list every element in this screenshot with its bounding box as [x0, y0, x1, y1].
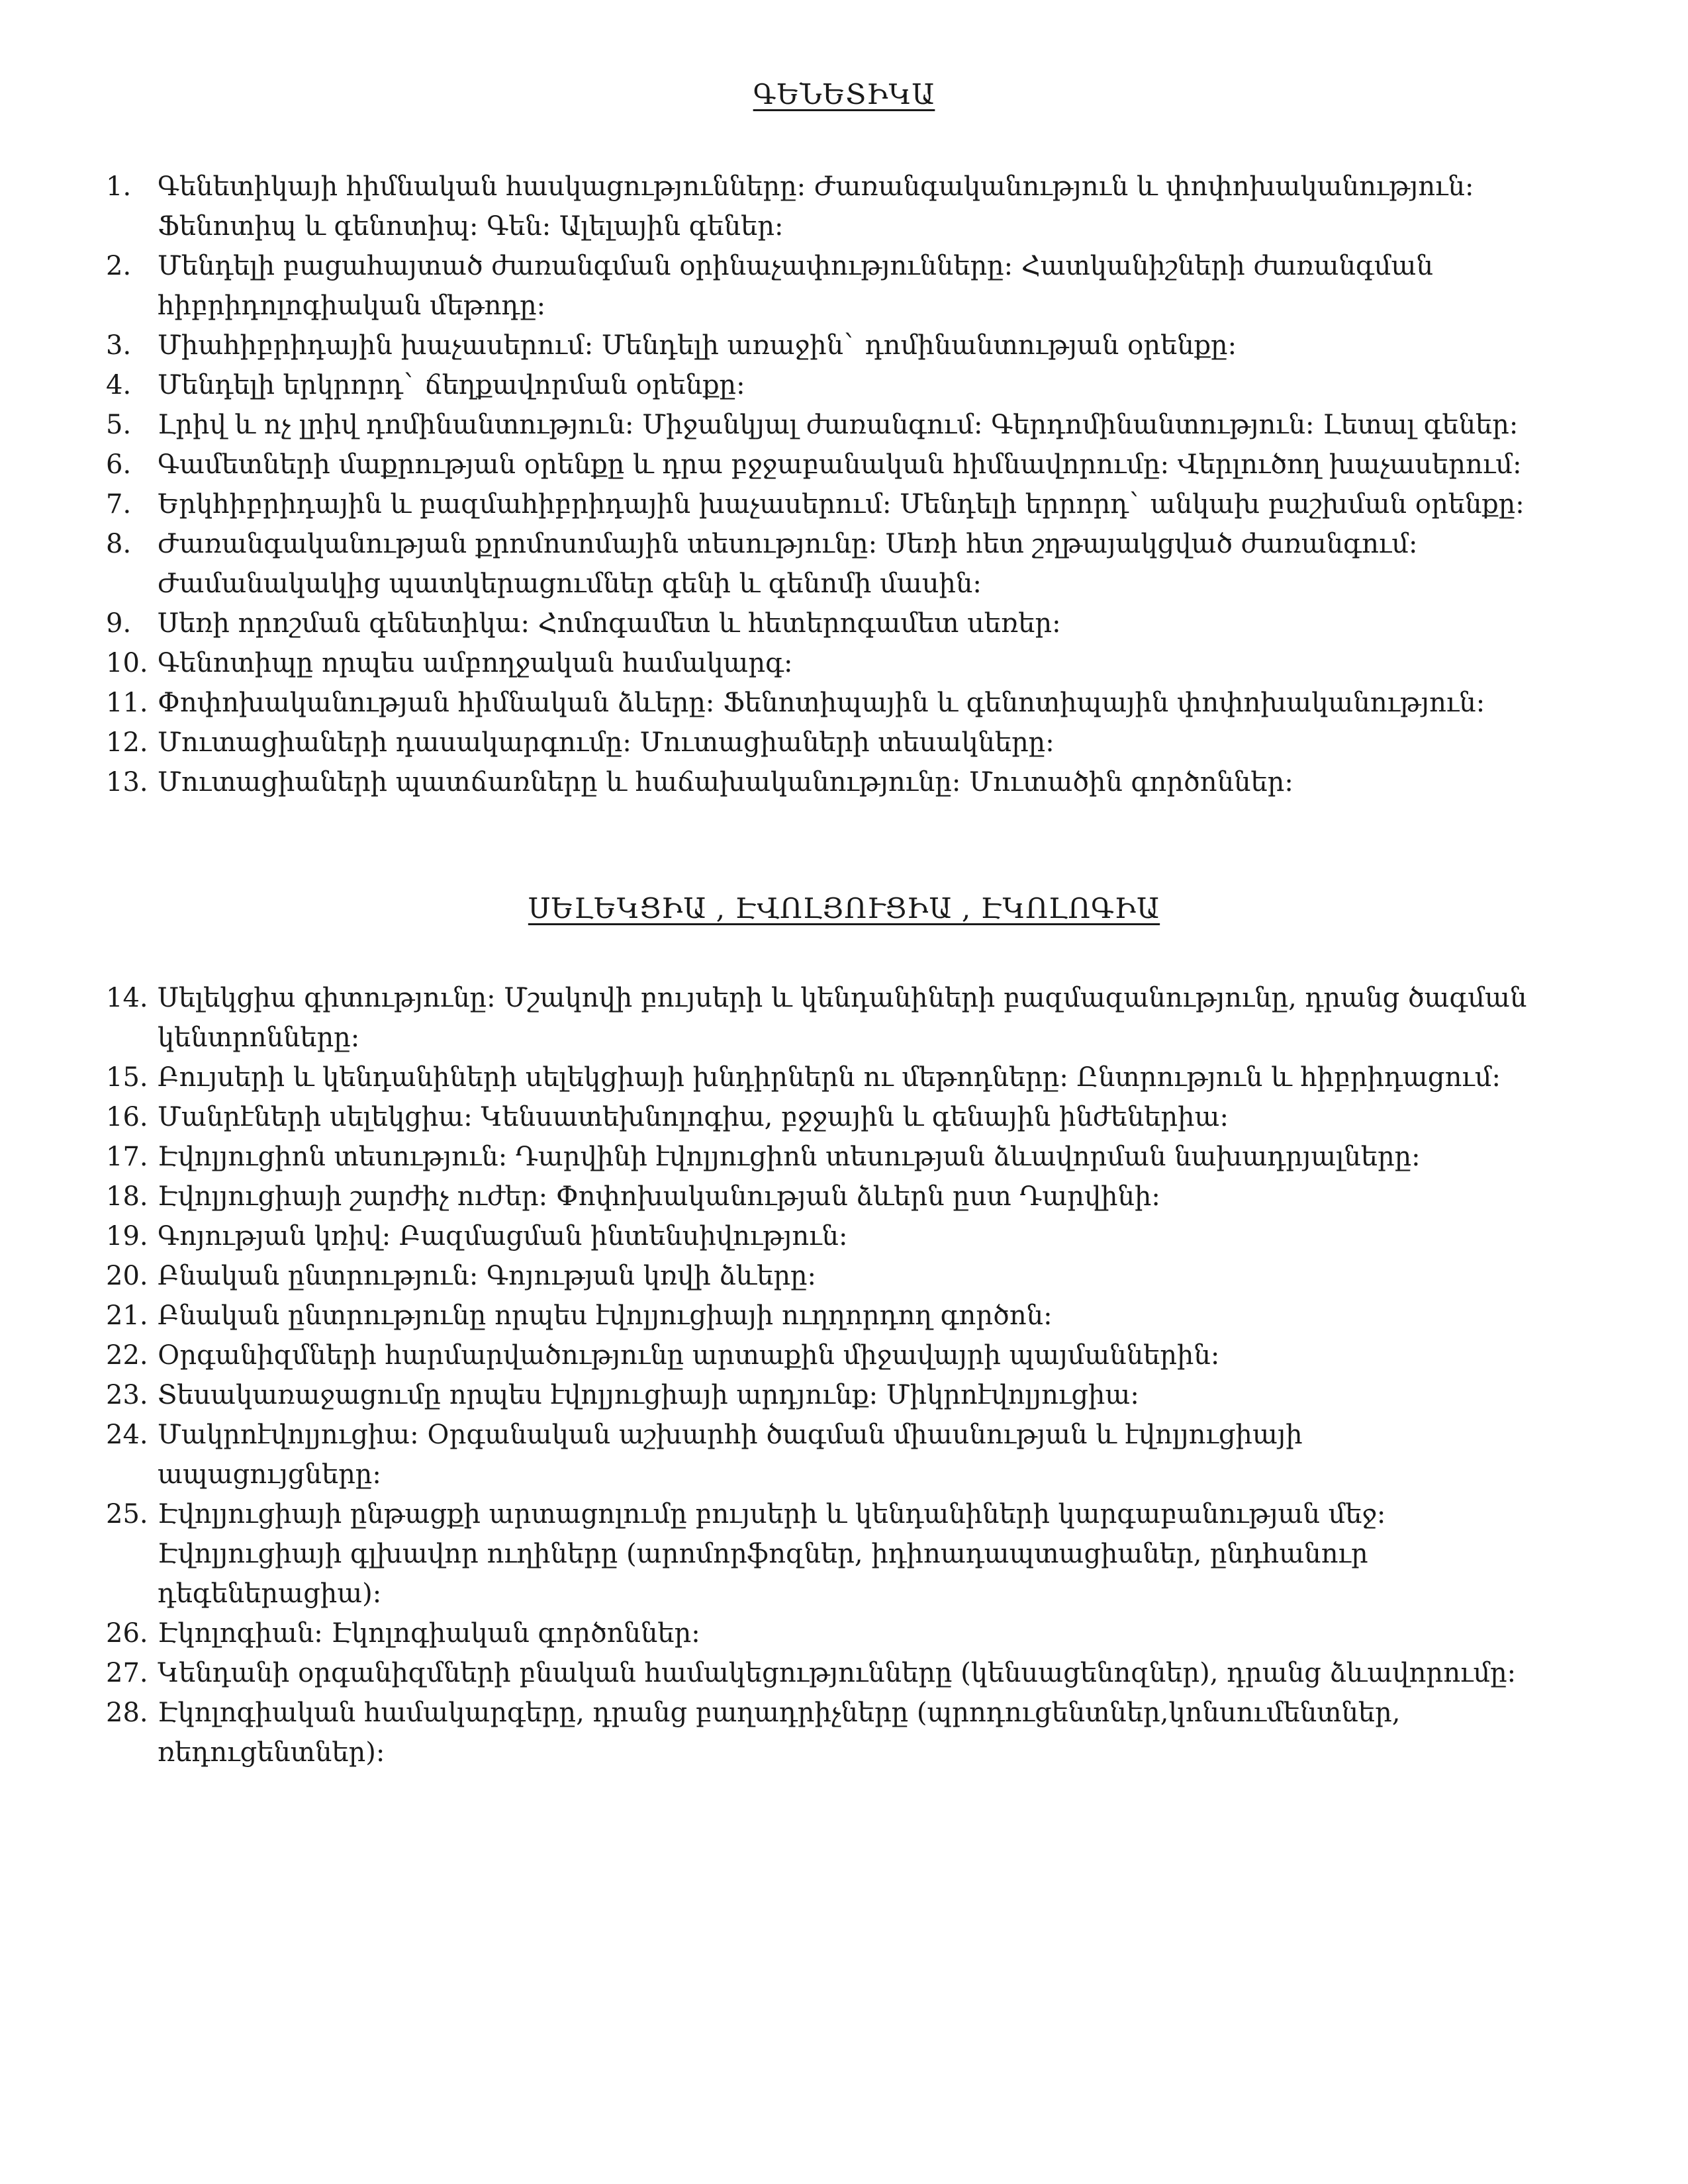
item-text: Մակրոէվոլյուցիա: Օրգանական աշխարհի ծագման միասնության և էվոլյուցիայի ապացույցները:	[158, 1420, 1303, 1490]
item-text: Գենոտիպը որպես ամբողջական համակարգ:	[158, 648, 793, 678]
item-number: 10.	[106, 648, 148, 678]
item-text: Էվոլյուցիոն տեսություն: Դարվինի էվոլյուցիոն տեսության ձևավորման նախադրյալները:	[158, 1142, 1421, 1172]
section-title-genetics: ԳԵՆԵՏԻԿԱ	[753, 78, 935, 111]
item-number: 21.	[106, 1300, 148, 1331]
item-number: 15.	[106, 1062, 148, 1093]
list-item	[106, 167, 1529, 246]
list-item	[106, 1296, 1529, 1336]
item-number: 1.	[106, 171, 132, 202]
item-number: 18.	[106, 1181, 148, 1212]
list-item	[106, 1097, 1529, 1137]
list-item	[106, 762, 1529, 802]
item-text: Փոփոխականության հիմնական ձևերը: Ֆենոտիպային և գենոտիպային փոփոխականություն:	[158, 688, 1485, 718]
item-text: Տեսակառաջացումը որպես էվոլյուցիայի արդյունք: Միկրոէվոլյուցիա:	[158, 1380, 1139, 1410]
item-number: 14.	[106, 983, 148, 1013]
item-number: 8.	[106, 529, 132, 559]
item-text: Գամետների մաքրության օրենքը և դրա բջջաբանական հիմնավորումը: Վերլուծող խաչասերում:	[158, 449, 1522, 480]
list-item	[106, 683, 1529, 723]
list-item	[106, 1058, 1529, 1097]
item-number: 16.	[106, 1102, 148, 1132]
list-item	[106, 365, 1529, 405]
item-number: 22.	[106, 1340, 148, 1371]
list-item	[106, 1494, 1529, 1614]
item-number: 24.	[106, 1420, 148, 1450]
item-text: Սելեկցիա գիտությունը: Մշակովի բույսերի և կենդանիների բազմազանությունը, դրանց ծագման կենտրոնները:	[158, 983, 1527, 1053]
item-text: Բնական ընտրությունը որպես էվոլյուցիայի ուղղորդող գործոն:	[158, 1300, 1053, 1331]
item-text: Մենդելի երկրորդ` ճեղքավորման օրենքը:	[158, 370, 745, 400]
item-text: Էկոլոգիան: Էկոլոգիական գործոններ:	[158, 1618, 700, 1649]
list-item	[106, 1336, 1529, 1375]
list-item	[106, 445, 1529, 484]
item-text: Էվոլյուցիայի ընթացքի արտացոլումը բույսերի և կենդանիների կարգաբանության մեջ: Էվոլյուցիայի գլխավոր ուղիները (արոմորֆոզներ, իդիոադապտացիաներ, ընդհանուր դեգեներացիա):	[158, 1499, 1386, 1609]
list-item	[106, 1375, 1529, 1415]
list-item	[106, 643, 1529, 683]
item-text: Բնական ընտրություն: Գոյության կռվի ձևերը:	[158, 1261, 816, 1291]
item-number: 28.	[106, 1698, 148, 1728]
item-number: 27.	[106, 1658, 148, 1688]
item-text: Էվոլյուցիայի շարժիչ ուժեր: Փոփոխականության ձևերն ըստ Դարվինի:	[158, 1181, 1160, 1212]
list-item	[106, 246, 1529, 326]
item-text: Սեռի որոշման գենետիկա: Հոմոգամետ և հետերոգամետ սեռեր:	[158, 608, 1061, 639]
list-item	[106, 723, 1529, 762]
list-item	[106, 978, 1529, 1058]
item-number: 9.	[106, 608, 132, 639]
item-number: 6.	[106, 449, 132, 480]
list-item	[106, 1137, 1529, 1177]
list-item	[106, 484, 1529, 524]
item-number: 19.	[106, 1221, 148, 1251]
item-number: 12.	[106, 727, 148, 758]
item-text: Կենդանի օրգանիզմների բնական համակեցությունները (կենսացենոզներ), դրանց ձևավորումը:	[158, 1658, 1517, 1688]
item-number: 7.	[106, 489, 132, 520]
item-number: 17.	[106, 1142, 148, 1172]
question-list-selection-evolution-ecology	[106, 978, 1529, 1772]
list-item	[106, 604, 1529, 643]
item-number: 23.	[106, 1380, 148, 1410]
item-text: Լրիվ և ոչ լրիվ դոմինանտություն: Միջանկյալ ժառանգում: Գերդոմինանտություն: Լետալ գեներ:	[158, 410, 1519, 440]
item-text: Գոյության կռիվ: Բազմացման ինտենսիվություն:	[158, 1221, 848, 1251]
section-title-selection-evolution-ecology: ՍԵԼԵԿՑԻԱ , ԷՎՈԼՅՈՒՑԻԱ , ԷԿՈԼՈԳԻԱ	[528, 892, 1160, 925]
item-text: Մենդելի բացահայտած ժառանգման օրինաչափությունները: Հատկանիշների ժառանգման հիբրիդոլոգիական մեթոդը:	[158, 251, 1433, 321]
item-number: 13.	[106, 767, 148, 797]
item-number: 11.	[106, 688, 148, 718]
item-text: Մանրէների սելեկցիա: Կենսատեխնոլոգիա, բջջային և գենային ինժեներիա:	[158, 1102, 1229, 1132]
question-list-genetics	[106, 167, 1529, 802]
item-text: Մուտացիաների դասակարգումը: Մուտացիաների տեսակները:	[158, 727, 1055, 758]
item-text: Միահիբրիդային խաչասերում: Մենդելի առաջին` դոմինանտության օրենքը:	[158, 330, 1237, 361]
item-text: Մուտացիաների պատճառները և հաճախականությունը: Մուտածին գործոններ:	[158, 767, 1293, 797]
list-item	[106, 326, 1529, 365]
list-item	[106, 405, 1529, 445]
item-text: Ժառանգականության քրոմոսոմային տեսությունը: Սեռի հետ շղթայակցված ժառանգում: Ժամանակակից պատկերացումներ գենի և գենոմի մասին:	[158, 529, 1418, 599]
item-number: 5.	[106, 410, 132, 440]
list-item	[106, 1415, 1529, 1494]
list-item	[106, 1177, 1529, 1216]
item-number: 4.	[106, 370, 132, 400]
item-text: Երկհիբրիդային և բազմահիբրիդային խաչասերում: Մենդելի երրորդ` անկախ բաշխման օրենքը:	[158, 489, 1524, 520]
item-number: 2.	[106, 251, 132, 281]
item-number: 26.	[106, 1618, 148, 1649]
item-text: Գենետիկայի հիմնական հասկացությունները: Ժառանգականություն և փոփոխականություն: Ֆենոտիպ և գենոտիպ: Գեն: Ալելային գեներ:	[158, 171, 1474, 242]
item-number: 25.	[106, 1499, 148, 1529]
item-text: Էկոլոգիական համակարգերը, դրանց բաղադրիչները (պրոդուցենտներ,կոնսումենտներ, ռեդուցենտներ):	[158, 1698, 1401, 1768]
list-item	[106, 1693, 1529, 1772]
item-text: Օրգանիզմների հարմարվածությունը արտաքին միջավայրի պայմաններին:	[158, 1340, 1220, 1371]
item-number: 20.	[106, 1261, 148, 1291]
list-item	[106, 1653, 1529, 1693]
list-item	[106, 1216, 1529, 1256]
item-text: Բույսերի և կենդանիների սելեկցիայի խնդիրներն ու մեթոդները: Ընտրություն և հիբրիդացում:	[158, 1062, 1501, 1093]
list-item	[106, 524, 1529, 604]
list-item	[106, 1256, 1529, 1296]
item-number: 3.	[106, 330, 132, 361]
list-item	[106, 1614, 1529, 1653]
